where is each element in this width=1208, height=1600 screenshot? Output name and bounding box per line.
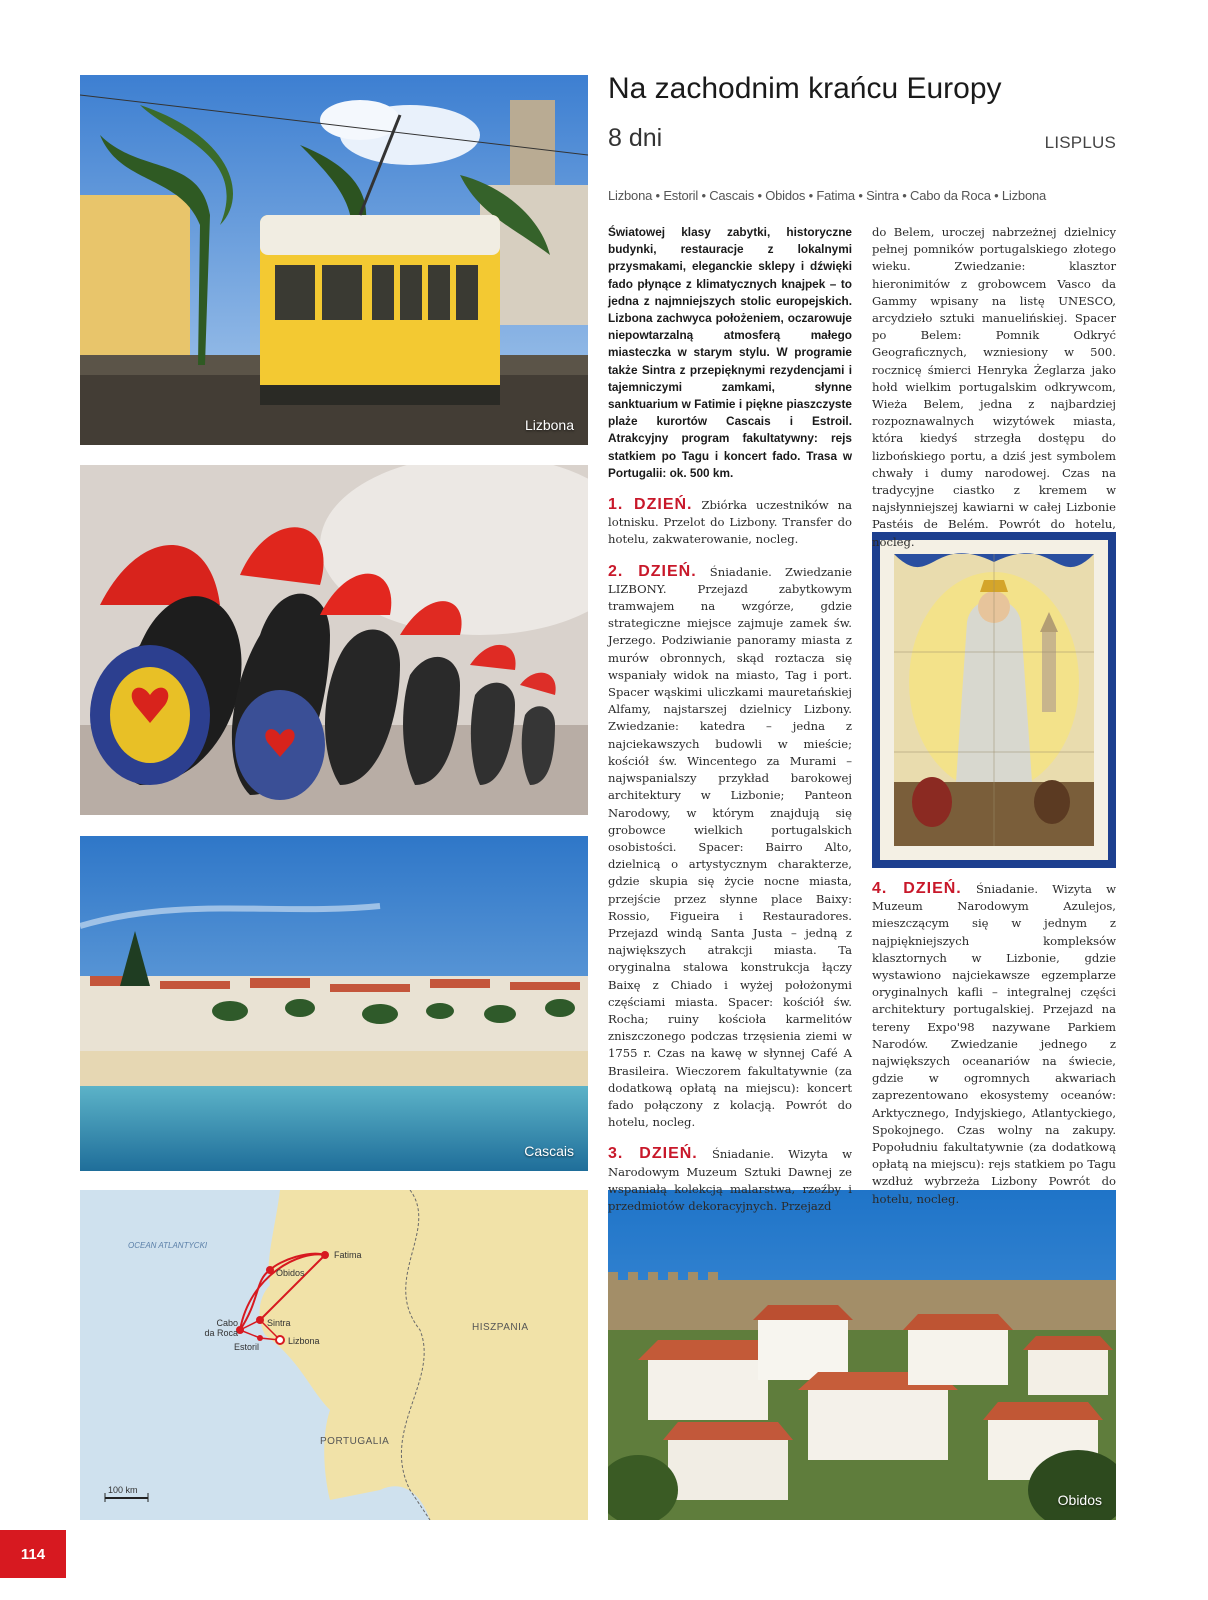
map-label-lizbona: Lizbona [288,1336,320,1346]
photo-lizbona-tram [80,75,588,445]
trip-duration: 8 dni [608,124,663,152]
day-1-heading: 1. DZIEŃ. [608,496,693,514]
photo-barcelos-roosters [80,465,588,815]
map-label-ocean: OCEAN ATLANTYCKI [128,1241,208,1250]
intro-paragraph: Światowej klasy zabytki, historyczne budynki, restauracje z lokalnymi przysmakami, eleganckie sklepy i dźwięki fado płynące z klimatycznych knajpek – to jedna z najmniejszych stolic europejskich. Lizbona zachwyca położeniem, oczarowuje niepowtarzalną atmosferą małego miasteczka w starym stylu. W programie także Sintra z przepięknymi rezydencjami i tajemniczymi zamkami, słynne sanktuarium w Fatimie i piękne piaszczyste plaże kurortów Cascais i Estroil. Atrakcyjny program fakultatywny: rejs statkiem po Tagu i koncert fado. Trasa w Portugalii: ok. 500 km. [608,225,852,480]
day-1 [608,496,852,549]
obidos-illustration [608,1190,1116,1520]
map-label-spain: HISZPANIA [472,1322,529,1333]
text-column-right-bottom [872,880,1116,1222]
day-3-text-a: Śniadanie. Wizyta w Narodowym Muzeum Sztuki Dawnej ze wspaniałą kolekcją malarstwa, rzeźby i przedmiotów dekoracyjnych. Przejazd [608,1147,852,1213]
map-label-cabo: Cabo da Roca [204,1318,238,1338]
azulejo-illustration [872,532,1116,868]
day-2-text: Śniadanie. Zwiedzanie LIZBONY. Przejazd zabytkowym tramwajem na wzgórze, gdzie strategiczne miejsce zajmuje zamek św. Jerzego. Podziwianie panoramy miasta z murów obronnych, skąd roztacza się wspaniały widok na miasto, Tag i port. Spacer wąskimi uliczkami mauretańskiej Alfamy, najstarszej dzielnicy Lizbony. Zwiedzanie: katedra – jedna z najciekawszych budowli w mieście; kościół św. Wincentego za Murami – najwspanialszy przykład barokowej architektury w Lizbonie; Panteon Narodowy, w którym znajdują się grobowce wielkich portugalskich osobistości. Spacer: Bairro Alto, dzielnicą o artystycznym charakterze, gdzie skupia się życie nocne miasta, przejście przez słynne place Baixy: Rossio, Figueira i Restauradores. Przejazd windą Santa Justa – jedną z największych atrakcji miasta. Ta oryginalna stalowa konstrukcja łączy Baixę z Chiado i wyżej położonymi częściami miasta. Spacer: kościół św. Rocha; ruiny kościoła karmelitów zniszczonego podczas trzęsienia ziemi w 1755 r. Czas na kawę w słynnej Café A Brasileira. Wieczorem fakultatywnie (za dodatkową opłatą na miejscu): koncert fado połączony z kolacją. Powrót do hotelu, nocleg. [608,564,853,1130]
text-column-left [608,224,852,1229]
trip-code: LISPLUS [1044,133,1116,152]
photo-caption-obidos: Obidos [1057,1492,1102,1508]
route-map [80,1190,588,1520]
map-label-estoril: Estoril [234,1342,260,1352]
map-scale-label: 100 km [108,1485,138,1495]
page-number: 114 [0,1530,66,1578]
cascais-illustration [80,836,588,1171]
tram-illustration [80,75,588,445]
map-label-obidos: Obidos [276,1268,305,1278]
map-label-sintra: Sintra [267,1318,291,1328]
day-2 [608,563,852,1132]
day-3-text-b: do Belem, uroczej nabrzeżnej dzielnicy pełnej pomników portugalskiego złotego wieku. Zwiedzanie: klasztor hieronimitów z grobowcem Vasco da Gammy wpisany na listę UNESCO, arcydzieło sztuki manuelińskiej. Spacer po Belem: Pomnik Odkryć Geograficznych, wzniesiony w 500. rocznicę śmierci Henryka Żeglarza jako hołd wielkim portugalskim odkrywcom, Wieża Belem, jedna z najbardziej rozpoznawalnych wizytówek miasta, która kiedyś strzegła dostępu do lizbońskiego portu, a dziś jest symbolem chwały i dumy narodowej. Czas na tradycyjne ciastko z kremem w najsłynniejszej kawiarni w całej Lizbonie Pastéis de Belém. Powrót do hotelu, nocleg. [872,225,1116,549]
text-column-right-top [872,224,1116,551]
photo-caption-cascais: Cascais [524,1143,574,1159]
day-4-text: Śniadanie. Wizyta w Muzeum Narodowym Azulejos, mieszczącym się w jednym z najpiękniejszych kompleksów klasztornych w Lizbonie, gdzie wystawiono najciekawsze egzemplarze oryginalnych kafli – integralnej części architektury portugalskiej. Przejazd na tereny Expo'98 nazywane Parkiem Narodów. Zwiedzanie jednego z największych oceanariów na świecie, gdzie w ogromnych akwariach zaprezentowano ekosystemy oceanów: Arktycznego, Indyjskiego, Atlantyckiego, Spokojnego. Czas wolny na zakupy. Popołudniu fakultatywnie (za dodatkową opłatą na miejscu): rejs statkiem po Tagu wzdłuż wybrzeża Lizbony Powrót do hotelu, nocleg. [872,882,1116,1206]
page-title: Na zachodnim krańcu Europy [608,72,1002,105]
day-3 [608,1145,852,1215]
day-2-heading: 2. DZIEŃ. [608,562,697,580]
day-4-heading: 4. DZIEŃ. [872,880,962,897]
photo-caption-lizbona: Lizbona [524,417,574,433]
day-1-text: Zbiórka uczestników na lotnisku. Przelot do Lizbony. Transfer do hotelu, zakwaterowanie, nocleg. [608,498,852,547]
day-3-heading: 3. DZIEŃ. [608,1145,698,1163]
roosters-illustration [80,465,588,815]
map-label-fatima: Fatima [334,1250,362,1260]
day-4 [872,880,1116,1208]
route-summary: Lizbona • Estoril • Cascais • Obidos • Fatima • Sintra • Cabo da Roca • Lizbona [608,188,1047,203]
map-label-portugal: PORTUGALIA [320,1436,390,1447]
photo-cascais-beach [80,836,588,1171]
photo-fatima-azulejo [872,532,1116,868]
photo-obidos [608,1190,1116,1520]
